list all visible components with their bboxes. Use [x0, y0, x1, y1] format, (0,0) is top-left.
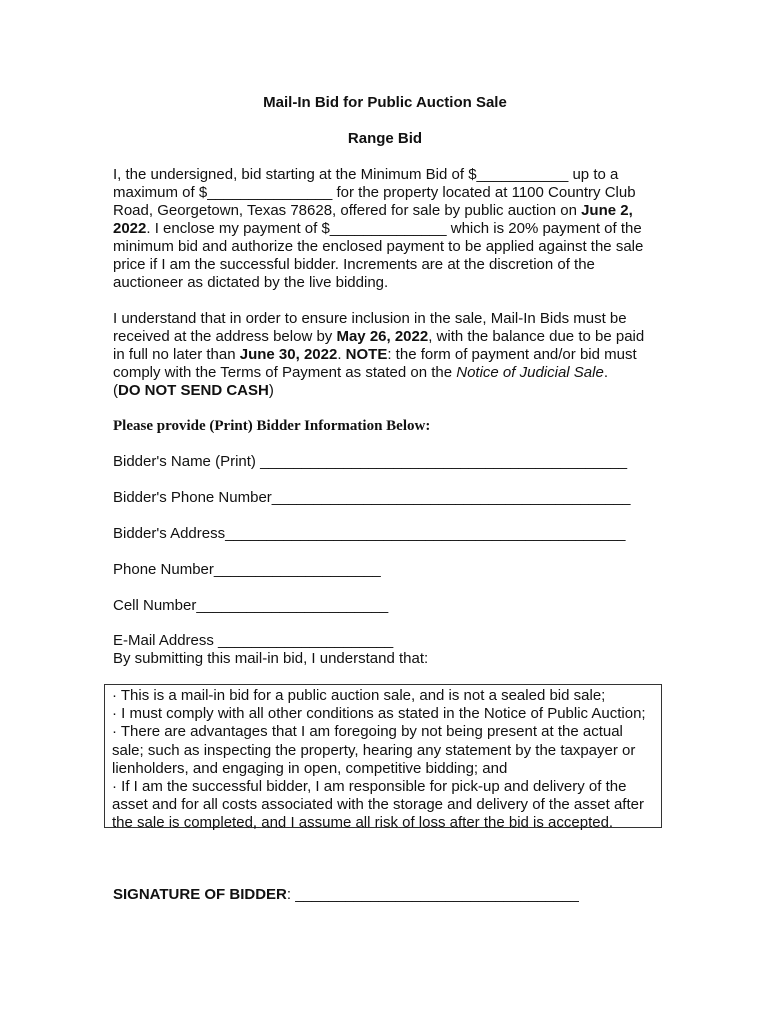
bid-paragraph: I, the undersigned, bid starting at the Minimum Bid of $___________ up to a maximum of $_______________ for the property located at 1100 Country Club Road, Georgetown, Texas 78628, offered for sale by public auction on June 2, 2022. I enclose my payment of $______________ which is 20% payment of the minimum bid and authorize the enclosed payment to be applied against the sale price if I am the successful bidder. Increments are at the discretion of the auctioneer as dictated by the live bidding. [113, 166, 644, 291]
auction-date: June 2, 2022 [113, 202, 633, 237]
notice-title: Notice of Judicial Sale [456, 364, 604, 381]
condition-item: · If I am the successful bidder, I am responsible for pick-up and delivery of the asset and for all costs associated with the storage and delivery of the asset after the sale is completed, and I assume all risk of loss after the bid is accepted. [112, 778, 644, 832]
terms-paragraph: I understand that in order to ensure inclusion in the sale, Mail-In Bids must be received at the address below by May 26, 2022, with the balance due to be paid in full no later than June 30, 2022. NOTE: the form of payment and/or bid must comply with the Terms of Payment as stated on the Notice of Judicial Sale. (DO NOT SEND CASH) [113, 310, 645, 399]
understand-intro: By submitting this mail-in bid, I understand that: [113, 650, 429, 667]
condition-item: · There are advantages that I am foregoing by not being present at the actual sale; such as inspecting the property, hearing any statement by the taxpayer or lienholders, and engaging in open, competitive bidding; and [112, 723, 636, 777]
bidder-name-field[interactable]: Bidder's Name (Print) ____________________________________________ [113, 453, 628, 470]
signature-label: SIGNATURE OF BIDDER [113, 886, 287, 903]
cell-number-field[interactable]: Cell Number_______________________ [113, 597, 389, 614]
condition-item: · I must comply with all other conditions as stated in the Notice of Public Auction; [112, 705, 646, 723]
conditions-box [104, 684, 662, 832]
bidder-info-heading: Please provide (Print) Bidder Information Below: [113, 418, 431, 434]
no-cash-warning: DO NOT SEND CASH [118, 382, 269, 399]
balance-due-date: June 30, 2022 [239, 346, 338, 363]
bidder-phone-field[interactable]: Bidder's Phone Number___________________________________________ [113, 489, 631, 506]
signature-line[interactable] [113, 886, 579, 904]
signature-blank: : __________________________________ [286, 886, 579, 903]
document-title: Mail-In Bid for Public Auction Sale [263, 94, 507, 111]
email-field[interactable]: E-Mail Address _____________________ [113, 632, 394, 649]
document-subtitle: Range Bid [347, 130, 423, 147]
note-label: NOTE [345, 346, 388, 363]
bid-deadline: May 26, 2022 [336, 328, 429, 345]
condition-item: · This is a mail-in bid for a public auction sale, and is not a sealed bid sale; [112, 687, 606, 704]
phone-number-field[interactable]: Phone Number____________________ [113, 561, 381, 578]
bidder-address-field[interactable]: Bidder's Address________________________________________________ [113, 525, 626, 542]
